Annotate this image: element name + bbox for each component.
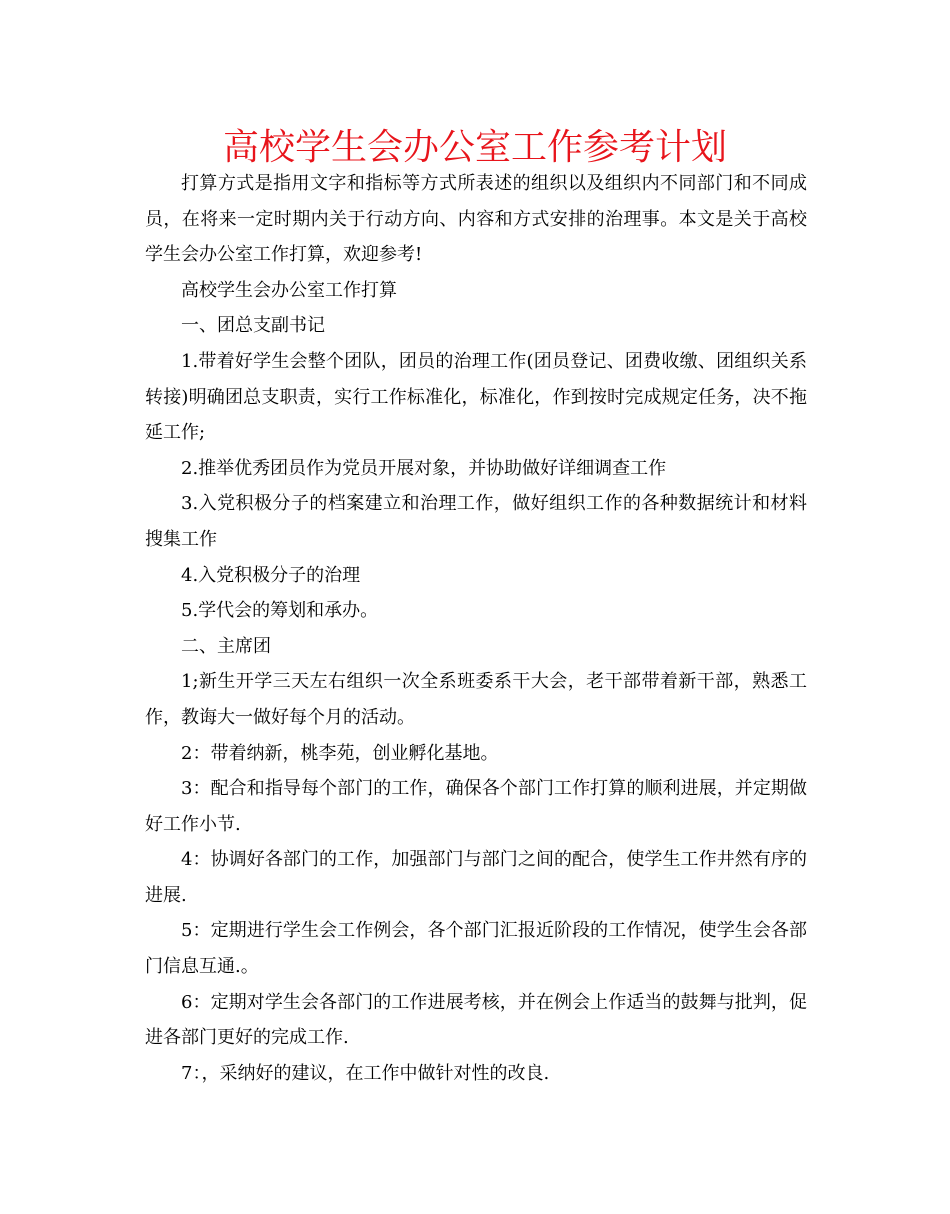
list-item: 1;新生开学三天左右组织一次全系班委系干大会，老干部带着新干部，熟悉工作，教诲大一做好每个月的活动。 — [145, 671, 807, 728]
list-item: 2.推举优秀团员作为党员开展对象，并协助做好详细调查工作 — [181, 457, 667, 479]
list-item: 1.带着好学生会整个团队，团员的治理工作(团员登记、团费收缴、团组织关系转接)明确团总支职责，实行工作标准化，标准化，作到按时完成规定任务，决不拖延工作; — [145, 350, 807, 444]
section-heading: 一、团总支副书记 — [181, 315, 325, 337]
section-heading: 二、主席团 — [181, 635, 271, 657]
list-item: 3：配合和指导每个部门的工作，确保各个部门工作打算的顺利进展，并定期做好工作小节. — [145, 778, 807, 835]
list-item: 3.入党积极分子的档案建立和治理工作，做好组织工作的各种数据统计和材料搜集工作 — [145, 493, 807, 550]
list-item: 4：协调好各部门的工作，加强部门与部门之间的配合，使学生工作井然有序的进展. — [145, 849, 807, 906]
paragraph: 打算方式是指用文字和指标等方式所表述的组织以及组织内不同部门和不同成员，在将来一定时期内关于行动方向、内容和方式安排的治理事。本文是关于高校学生会办公室工作打算，欢迎参考! — [145, 173, 807, 266]
list-item: 5：定期进行学生会工作例会，各个部门汇报近阶段的工作情况，使学生会各部门信息互通.。 — [145, 920, 807, 978]
document-body — [145, 166, 807, 1091]
list-item: 4.入党积极分子的治理 — [181, 564, 361, 586]
list-item: 6：定期对学生会各部门的工作进展考核，并在例会上作适当的鼓舞与批判，促进各部门更好的完成工作. — [145, 991, 807, 1049]
section-heading: 高校学生会办公室工作打算 — [181, 279, 397, 301]
list-item: 2：带着纳新，桃李苑，创业孵化基地。 — [181, 742, 499, 764]
list-item: 7：，采纳好的建议，在工作中做针对性的改良. — [181, 1062, 550, 1084]
list-item: 5.学代会的筹划和承办。 — [181, 600, 379, 622]
document-title: 高校学生会办公室工作参考计划 — [222, 127, 727, 168]
